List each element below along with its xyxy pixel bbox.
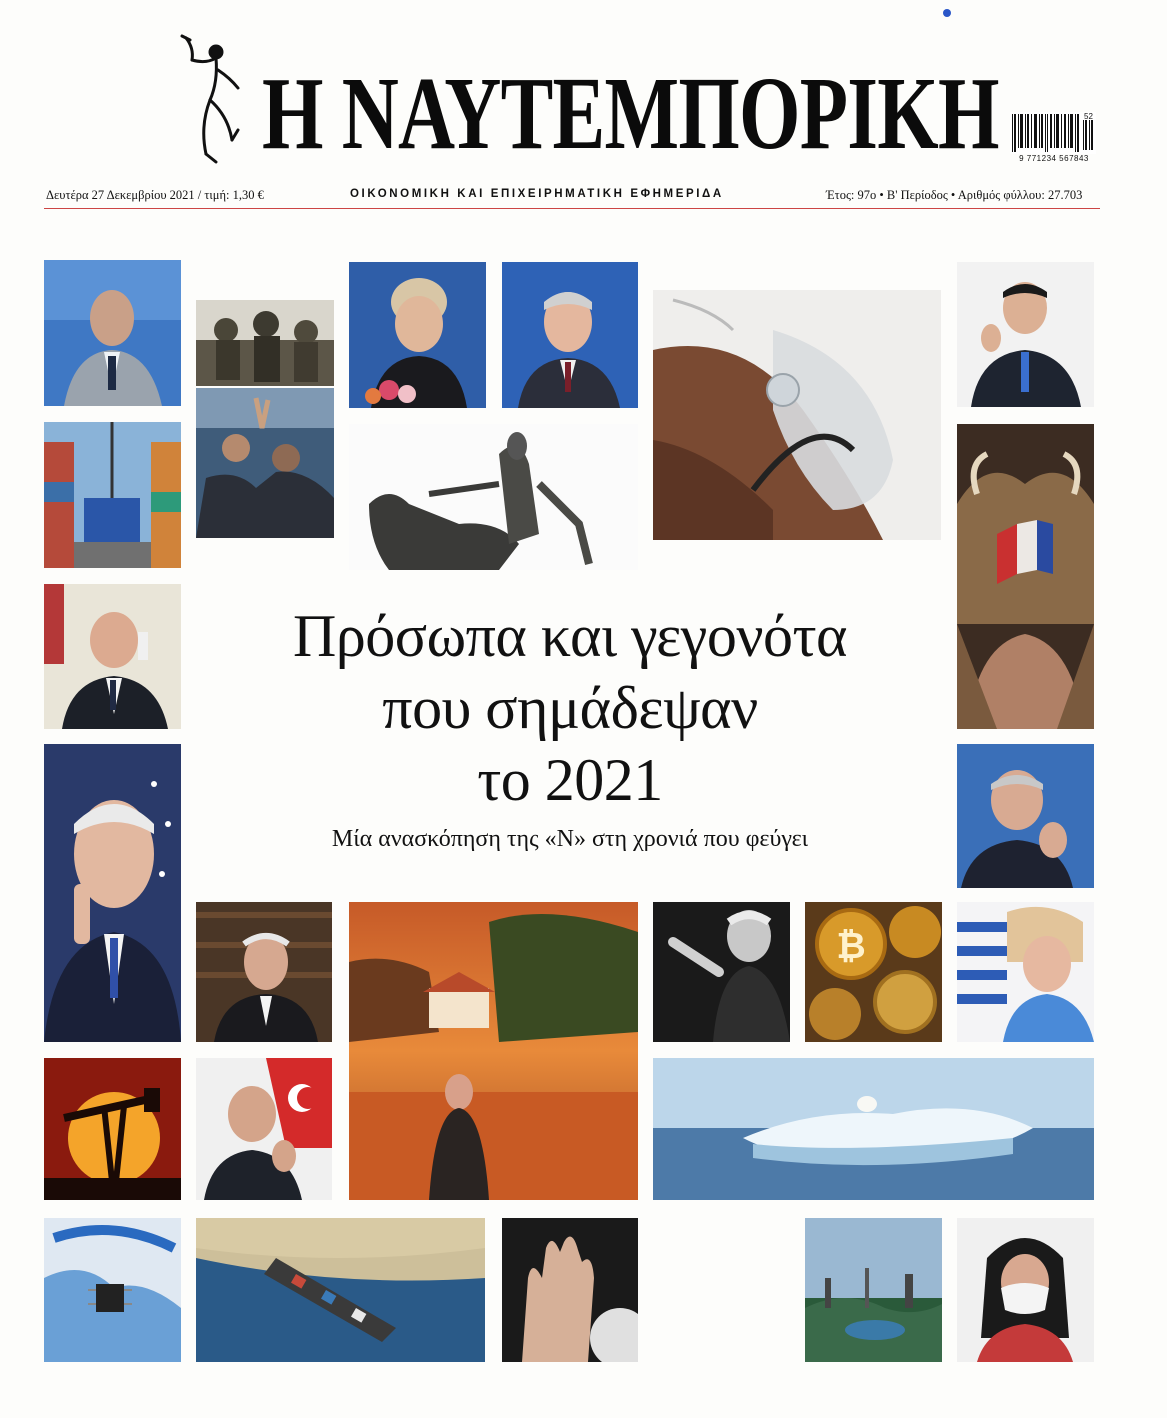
photo-woman-leader-flowers: [349, 262, 486, 408]
photo-microchip-glove: [44, 1218, 181, 1362]
date-price: Δευτέρα 27 Δεκεμβρίου 2021 / τιμή: 1,30 €: [46, 188, 264, 202]
photo-elder-statesman-library: [196, 902, 332, 1042]
barcode-addon: 52: [1084, 112, 1093, 121]
photo-polar-ice-bear: [653, 1058, 1094, 1200]
photo-president-pointing: [44, 744, 181, 1042]
photo-leader-turkish-flag: [196, 1058, 332, 1200]
photo-crowd-airport: [196, 388, 334, 538]
photo-woman-face-mask: [957, 1218, 1094, 1362]
photo-expo-skyline: [805, 1218, 942, 1362]
barcode-number: 9 771234 567843: [1019, 154, 1089, 163]
photo-horned-protester: [957, 424, 1094, 729]
photo-crypto-coins: [805, 902, 942, 1042]
photo-woman-greek-flag: [957, 902, 1094, 1042]
hermes-logo-icon: [172, 30, 246, 172]
photo-military-scene: [196, 300, 334, 386]
photo-equestrian-statue: [349, 424, 638, 570]
photo-leader-on-phone: [44, 584, 181, 729]
headline-line-1: Πρόσωπα και γεγονότα: [293, 603, 847, 669]
blue-dot-mark: [943, 9, 951, 17]
svg-text:₿: ₿: [836, 925, 866, 966]
headline-line-3: το 2021: [477, 747, 663, 813]
photo-oil-pump-sunset: [44, 1058, 181, 1200]
photo-container-ship-canal: [196, 1218, 485, 1362]
photo-politician-suit: [44, 260, 181, 406]
photo-composer-conducting: [653, 902, 790, 1042]
photo-wildfire-woman: [349, 902, 638, 1200]
issue-info: Έτος: 97ο • Β' Περίοδος • Αριθμός φύλλου: 27.703: [826, 188, 1083, 202]
masthead-rule: [44, 208, 1100, 209]
photo-man-leader-smiling: [502, 262, 638, 408]
photo-asian-leader-waving: [957, 262, 1094, 407]
photo-oxygen-mask: [653, 290, 941, 540]
subheadline: Μία ανασκόπηση της «Ν» στη χρονιά που φεύγει: [331, 826, 809, 852]
main-headline: [200, 600, 940, 816]
photo-shipping-containers: [44, 422, 181, 568]
headline-line-2: που σημάδεψαν: [382, 675, 758, 741]
photo-man-hand-chin: [957, 744, 1094, 888]
newspaper-title: Η ΝΑΥΤΕΜΠΟΡΙΚΗ: [262, 56, 999, 171]
tagline: ΟΙΚΟΝΟΜΙΚΗ ΚΑΙ ΕΠΙΧΕΙΡΗΜΑΤΙΚΗ ΕΦΗΜΕΡΙΔΑ: [350, 188, 724, 200]
photo-hand-raised: [502, 1218, 638, 1362]
